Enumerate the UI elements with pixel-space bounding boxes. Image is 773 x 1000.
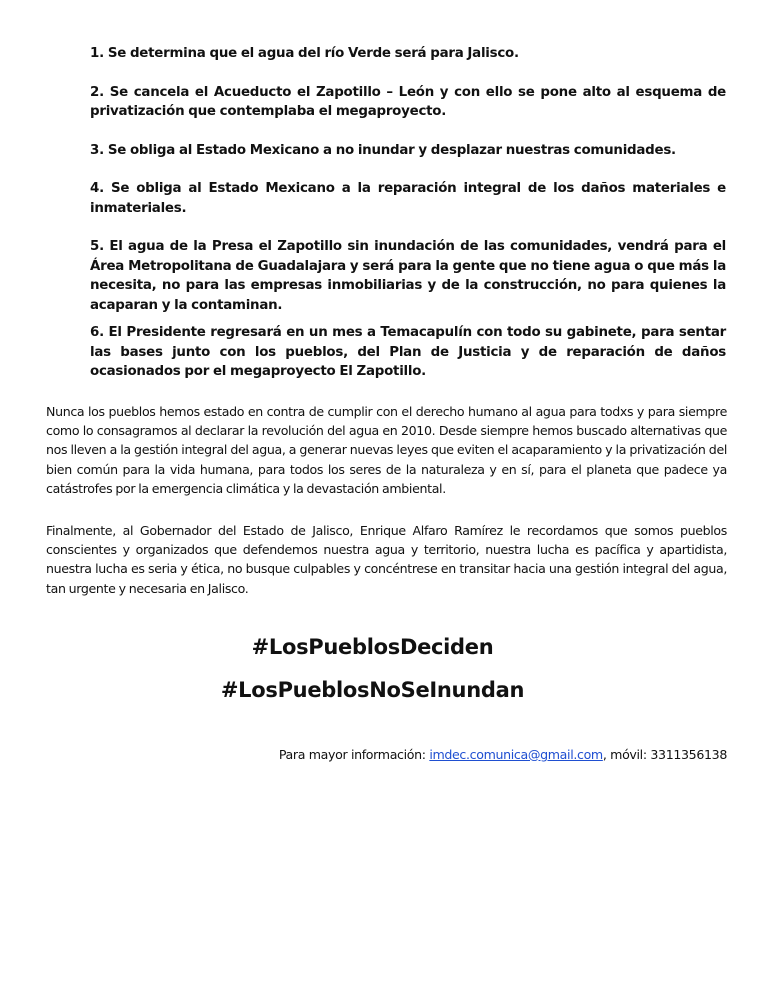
contact-prefix: Para mayor información:: [278, 747, 430, 762]
demand-item-1: 1. Se determina que el agua del río Verde será para Jalisco.: [90, 46, 519, 61]
demand-item-4: 4. Se obliga al Estado Mexicano a la reparación integral de los daños materiales e inmateriales.: [90, 181, 726, 216]
demand-item-6: 6. El Presidente regresará en un mes a Temacapulín con todo su gabinete, para sentar las bases junto con los pueblos, del Plan de Justicia y de reparación de daños ocasionados por el megaproyecto El Zapotillo.: [90, 325, 726, 379]
demand-item-3: 3. Se obliga al Estado Mexicano a no inundar y desplazar nuestras comunidades.: [90, 142, 676, 158]
paragraph-message-to-governor: Finalmente, al Gobernador del Estado de Jalisco, Enrique Alfaro Ramírez le recordamos que somos pueblos conscientes y organizados que defendemos nuestra agua y territorio, nuestra lucha es pacífica y apartidista, nuestra lucha es seria y ética, no busque culpables y concéntrese en transitar hacia una gestión integral del agua, tan urgente y necesaria en Jalisco.: [46, 523, 727, 596]
hashtag-los-pueblos-deciden: #LosPueblosDeciden: [251, 635, 494, 659]
contact-email-link[interactable]: imdec.comunica@gmail.com: [429, 747, 603, 762]
hashtag-los-pueblos-no-se-inundan: #LosPueblosNoSeInundan: [220, 678, 525, 702]
demand-item-5: 5. El agua de la Presa el Zapotillo sin inundación de las comunidades, vendrá para el Área Metropolitana de Guadalajara y será para la gente que no tiene agua o que más la necesita, no para las empresas inmobiliarias y de la construcción, no para quienes la acaparan y la contaminan.: [90, 239, 726, 313]
demands-list: [90, 44, 726, 382]
contact-phone: , móvil: 3311356138: [602, 747, 727, 762]
paragraph-human-right-to-water: Nunca los pueblos hemos estado en contra de cumplir con el derecho humano al agua para todxs y para siempre como lo consagramos al declarar la revolución del agua en 2010. Desde siempre hemos buscado alternativas que nos lleven a la gestión integral del agua, a generar nuevas leyes que eviten el acaparamiento y la privatización del bien común para la vida humana, para todos los seres de la naturaleza y en sí, para el planeta que padece ya catástrofes por la emergencia climática y la devastación ambiental.: [46, 404, 727, 496]
demand-item-2: 2. Se cancela el Acueducto el Zapotillo – León y con ello se pone alto al esquema de privatización que contemplaba el megaproyecto.: [90, 84, 726, 119]
contact-line: [279, 746, 727, 764]
